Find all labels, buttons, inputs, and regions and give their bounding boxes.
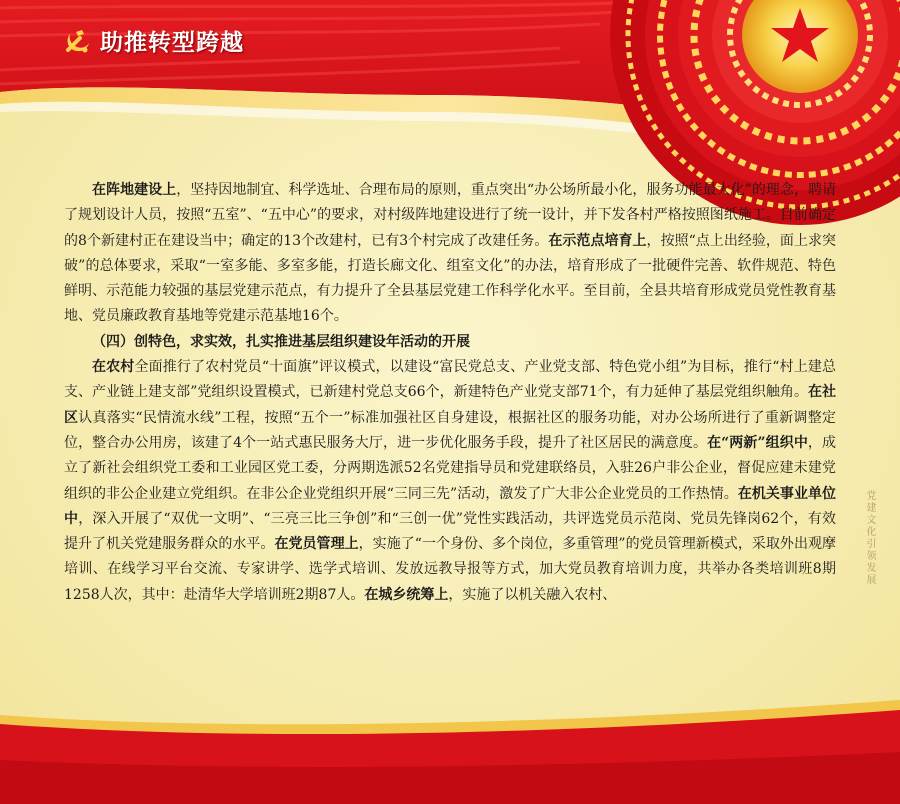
party-emblem-icon — [62, 26, 92, 56]
lead-text: 在示范点培育上 — [548, 232, 647, 249]
lead-text: 在“两新”组织中 — [707, 434, 808, 451]
body-text: ，深入开展了“双优一文明”、“三亮三比三争创”和“三创一优”党性实践活动，共评选党员示范岗、党员先锋岗62个，有效提升了机关党建服务群众的水平。 — [64, 510, 836, 553]
lead-text: 在机关事业单位中 — [64, 485, 837, 527]
lead-text: 在农村 — [92, 359, 135, 376]
body-text: 认真落实“民情流水线”工程，按照“五个一”标准加强社区自身建设，根据社区的服务功能，对办公场所进行了重新调整定位，整合办公用房，该建了4个一站式惠民服务大厅，进一步优化服务手段，提升了社区居民的满意度。 — [64, 409, 836, 451]
side-slogan: 党建文化引领发展 — [864, 490, 875, 586]
page-title: 助推转型跨越 — [100, 30, 244, 56]
paragraph-1 — [64, 178, 836, 330]
article-body — [64, 178, 836, 608]
header — [62, 24, 244, 57]
body-text: ，实施了“一个身份、多个岗位，多重管理”的党员管理新模式，采取外出观摩培训、在线学习平台交流、专家讲学、选学式培训、发放远教导报等方式，加大党员教育培训力度，共举办各类培训班8期1258人次，其中：赴清华大学培训班2期87人。 — [64, 536, 837, 603]
lead-text: 在城乡统筹上 — [364, 586, 449, 603]
body-text: ，实施了以机关融入农村、 — [448, 586, 617, 603]
section-heading: （四）创特色，求实效，扎实推进基层组织建设年活动的开展 — [92, 333, 470, 350]
body-text: ，按照“点上出经验，面上求突破”的总体要求，采取“一室多能、多室多能，打造长廊文化、组室文化”的办法，培育形成了一批硬件完善、软件规范、特色鲜明、示范能力较强的基层党建示范点，有力提升了全县基层党建工作科学化水平。至目前，全县共培育形成党员党性教育基地、党员廉政教育基地等党建示范基地16个。 — [64, 232, 836, 325]
lead-text: 在阵地建设上 — [92, 182, 177, 198]
body-text: ，坚持因地制宜、科学选址、合理布局的原则，重点突出“办公场所最小化，服务功能最大化”的理念，聘请了规划设计人员，按照“五室”、“五中心”的要求，对村级阵地建设进行了统一设计，并下发各村严格按照图纸施工。目前确定的8个新建村正在建设当中；确定的13个改建村，已有3个村完成了改建任务。 — [64, 182, 837, 249]
body-text: 全面推行了农村党员“十面旗”评议模式，以建设“富民党总支、产业党支部、特色党小组”为目标，推行“村上建总支、产业链上建支部”党组织设置模式，已新建村党总支66个，新建特色产业党支部71个，有力延伸了基层党组织触角。 — [64, 359, 836, 401]
lead-text: 在党员管理上 — [274, 536, 359, 553]
body-text: ，成立了新社会组织党工委和工业园区党工委，分两期选派52名党建指导员和党建联络员，入驻26户非公企业，督促应建未建党组织的非公企业建立党组织。在非公企业党组织开展“三同三先”活动，激发了广大非公企业党员的工作热情。 — [64, 434, 837, 502]
paragraph-2 — [64, 355, 836, 608]
lead-text: 在社区 — [64, 384, 836, 426]
